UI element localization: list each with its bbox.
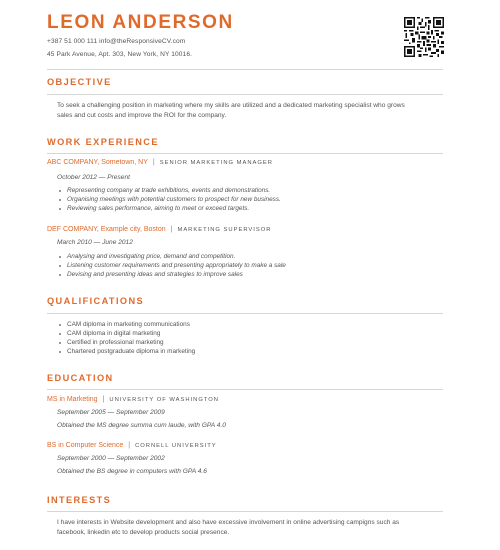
separator: | [128,442,131,449]
divider [47,94,443,95]
divider [47,389,443,390]
job-heading [47,225,271,235]
school-name: CORNELL UNIVERSITY [135,443,217,449]
education-dates: September 2005 — September 2009 [57,409,165,416]
divider [47,313,443,314]
school-name: UNIVERSITY OF WASHINGTON [109,397,219,403]
job-duties-list [57,252,286,279]
section-title-interests: INTERESTS [47,495,112,505]
separator: | [102,396,105,403]
degree-name: BS in Computer Science [47,442,124,449]
job-role: MARKETING SUPERVISOR [177,227,272,233]
qualifications-list [57,320,195,356]
list-item: Listening customer requirements and presenting appropriately to make a sale [57,261,286,270]
education-heading [47,441,217,451]
section-title-work-experience: WORK EXPERIENCE [47,137,159,147]
list-item: CAM diploma in digital marketing [57,329,195,338]
objective-text-line: sales and cut costs and improve the ROI for the company. [57,112,227,119]
objective-text-line: To seek a challenging position in marketing where my skills are utilized and a dedicated marketing specialist who grows [57,102,405,109]
job-role: SENIOR MARKETING MANAGER [159,160,273,166]
company-name: DEF COMPANY, Example city, Boston [47,226,166,233]
education-note: Obtained the BS degree in computers with GPA 4.6 [57,468,207,475]
job-heading [47,158,273,168]
section-title-education: EDUCATION [47,373,114,383]
job-duties-list [57,186,281,213]
list-item: Reviewing sales performance, aiming to meet or exceed targets. [57,204,281,213]
list-item: Representing company at trade exhibitions, events and demonstrations. [57,186,281,195]
interests-text-line: facebook, linkedin etc to develop products social presence. [57,529,230,536]
degree-name: MS in Marketing [47,396,98,403]
candidate-name: LEON ANDERSON [47,12,234,33]
separator: | [152,159,155,166]
list-item: Devising and presenting ideas and strategies to improve sales [57,270,286,279]
contact-address: 45 Park Avenue, Apt. 303, New York, NY 10016. [47,51,193,58]
list-item: CAM diploma in marketing communications [57,320,195,329]
list-item: Chartered postgraduate diploma in marketing [57,347,195,356]
list-item: Certified in professional marketing [57,338,195,347]
job-dates: October 2012 — Present [57,174,130,181]
interests-text-line: I have interests in Website development and also have excessive involvement in online advertising campigns such as [57,519,400,526]
education-heading [47,395,219,405]
company-name: ABC COMPANY, Sometown, NY [47,159,148,166]
education-note: Obtained the MS degree summa cum laude, with GPA 4.0 [57,422,226,429]
section-title-objective: OBJECTIVE [47,77,112,87]
qr-code-icon [404,17,444,57]
education-dates: September 2000 — September 2002 [57,455,165,462]
list-item: Organising meetings with potential customers to prospect for new business. [57,195,281,204]
contact-phone-email: +387 51 000 111 info@theResponsiveCV.com [47,38,186,45]
separator: | [170,226,173,233]
divider [47,153,443,154]
divider [47,511,443,512]
divider [47,69,443,70]
section-title-qualifications: QUALIFICATIONS [47,296,145,306]
list-item: Analysing and investigating price, demand and competition. [57,252,286,261]
job-dates: March 2010 — June 2012 [57,239,133,246]
